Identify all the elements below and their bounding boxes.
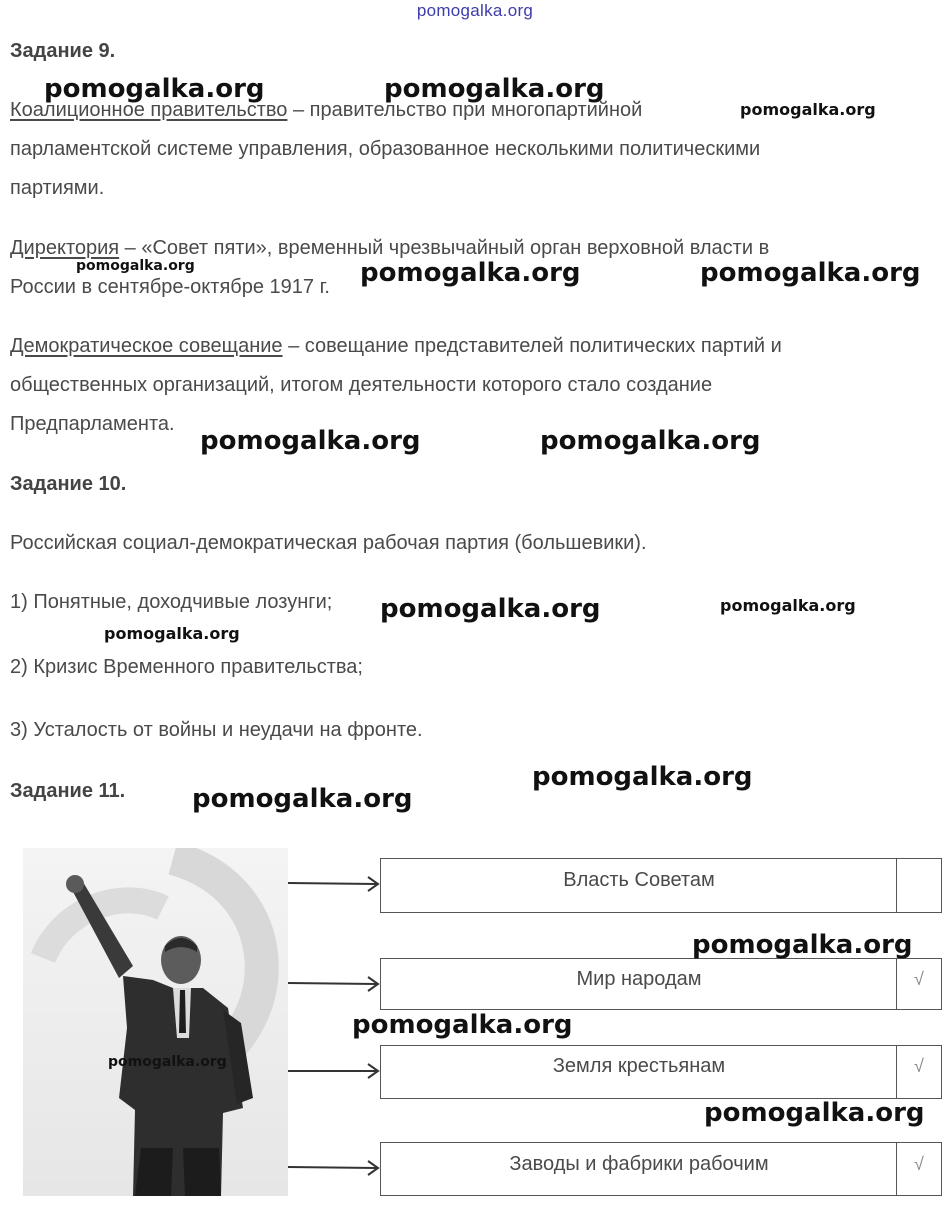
reason-item: 2) Кризис Временного правительства; bbox=[10, 656, 363, 678]
site-header-link[interactable]: pomogalka.org bbox=[416, 1, 534, 20]
definition-democratic-line-1 bbox=[10, 327, 782, 366]
watermark: pomogalka.org bbox=[384, 74, 605, 104]
watermark: pomogalka.org bbox=[44, 74, 265, 104]
definition-text: – «Совет пяти», временный чрезвычайный орган верховной власти в bbox=[119, 237, 770, 259]
party-name: Российская социал-демократическая рабочая партия (большевики). bbox=[10, 532, 647, 554]
watermark: pomogalka.org bbox=[700, 258, 921, 288]
task-11-heading: Задание 11. bbox=[10, 780, 126, 802]
watermark: pomogalka.org bbox=[692, 930, 913, 960]
task-10-heading: Задание 10. bbox=[10, 473, 127, 495]
watermark: pomogalka.org bbox=[720, 596, 856, 615]
definition-democratic-line-3: Предпарламента. bbox=[10, 413, 175, 435]
definition-coalition-line-3: партиями. bbox=[10, 177, 105, 199]
definition-text: – совещание представителей политических партий и bbox=[282, 335, 782, 357]
slogan-text: Власть Советам bbox=[563, 869, 715, 891]
definition-directory-line-2: России в сентябре-октябре 1917 г. bbox=[10, 276, 330, 298]
slogan-check-cell: √ bbox=[896, 959, 941, 1009]
watermark: pomogalka.org bbox=[704, 1098, 925, 1128]
slogan-box bbox=[380, 958, 942, 1010]
watermark: pomogalka.org bbox=[740, 100, 876, 119]
slogan-check-cell: √ bbox=[896, 1046, 941, 1098]
slogan-check-cell: √ bbox=[896, 1143, 941, 1195]
term-democratic-conference: Демократическое совещание bbox=[10, 335, 283, 357]
watermark: pomogalka.org bbox=[76, 258, 195, 274]
slogan-text: Заводы и фабрики рабочим bbox=[509, 1153, 769, 1175]
arrow-line bbox=[288, 1167, 376, 1168]
slogan-box bbox=[380, 1142, 942, 1196]
slogan-box bbox=[380, 1045, 942, 1099]
watermark: pomogalka.org bbox=[104, 624, 240, 643]
watermark: pomogalka.org bbox=[532, 762, 753, 792]
slogan-check-cell bbox=[896, 859, 941, 912]
arrow-line bbox=[288, 883, 376, 884]
watermark: pomogalka.org bbox=[352, 1010, 573, 1040]
watermark: pomogalka.org bbox=[192, 784, 413, 814]
watermark: pomogalka.org bbox=[540, 426, 761, 456]
watermark: pomogalka.org bbox=[360, 258, 581, 288]
definition-democratic-line-2: общественных организаций, итогом деятельности которого стало создание bbox=[10, 374, 713, 396]
slogan-text: Мир народам bbox=[576, 968, 702, 990]
reason-item: 3) Усталость от войны и неудачи на фронте. bbox=[10, 719, 423, 741]
arrow-line bbox=[288, 983, 376, 984]
slogan-text: Земля крестьянам bbox=[552, 1055, 726, 1077]
watermark: pomogalka.org bbox=[200, 426, 421, 456]
term-coalition-government: Коалиционное правительство bbox=[10, 99, 288, 121]
definition-coalition-line-2: парламентской системе управления, образованное несколькими политическими bbox=[10, 138, 761, 160]
reason-item: 1) Понятные, доходчивые лозунги; bbox=[10, 591, 333, 613]
watermark: pomogalka.org bbox=[108, 1054, 227, 1070]
task-9-heading: Задание 9. bbox=[10, 40, 116, 62]
orator-photo-illustration bbox=[23, 848, 288, 1196]
watermark: pomogalka.org bbox=[380, 594, 601, 624]
definition-text: – правительство при многопартийной bbox=[287, 99, 643, 121]
slogan-box bbox=[380, 858, 942, 913]
term-directory: Директория bbox=[10, 237, 120, 259]
orator-photo bbox=[23, 848, 288, 1196]
